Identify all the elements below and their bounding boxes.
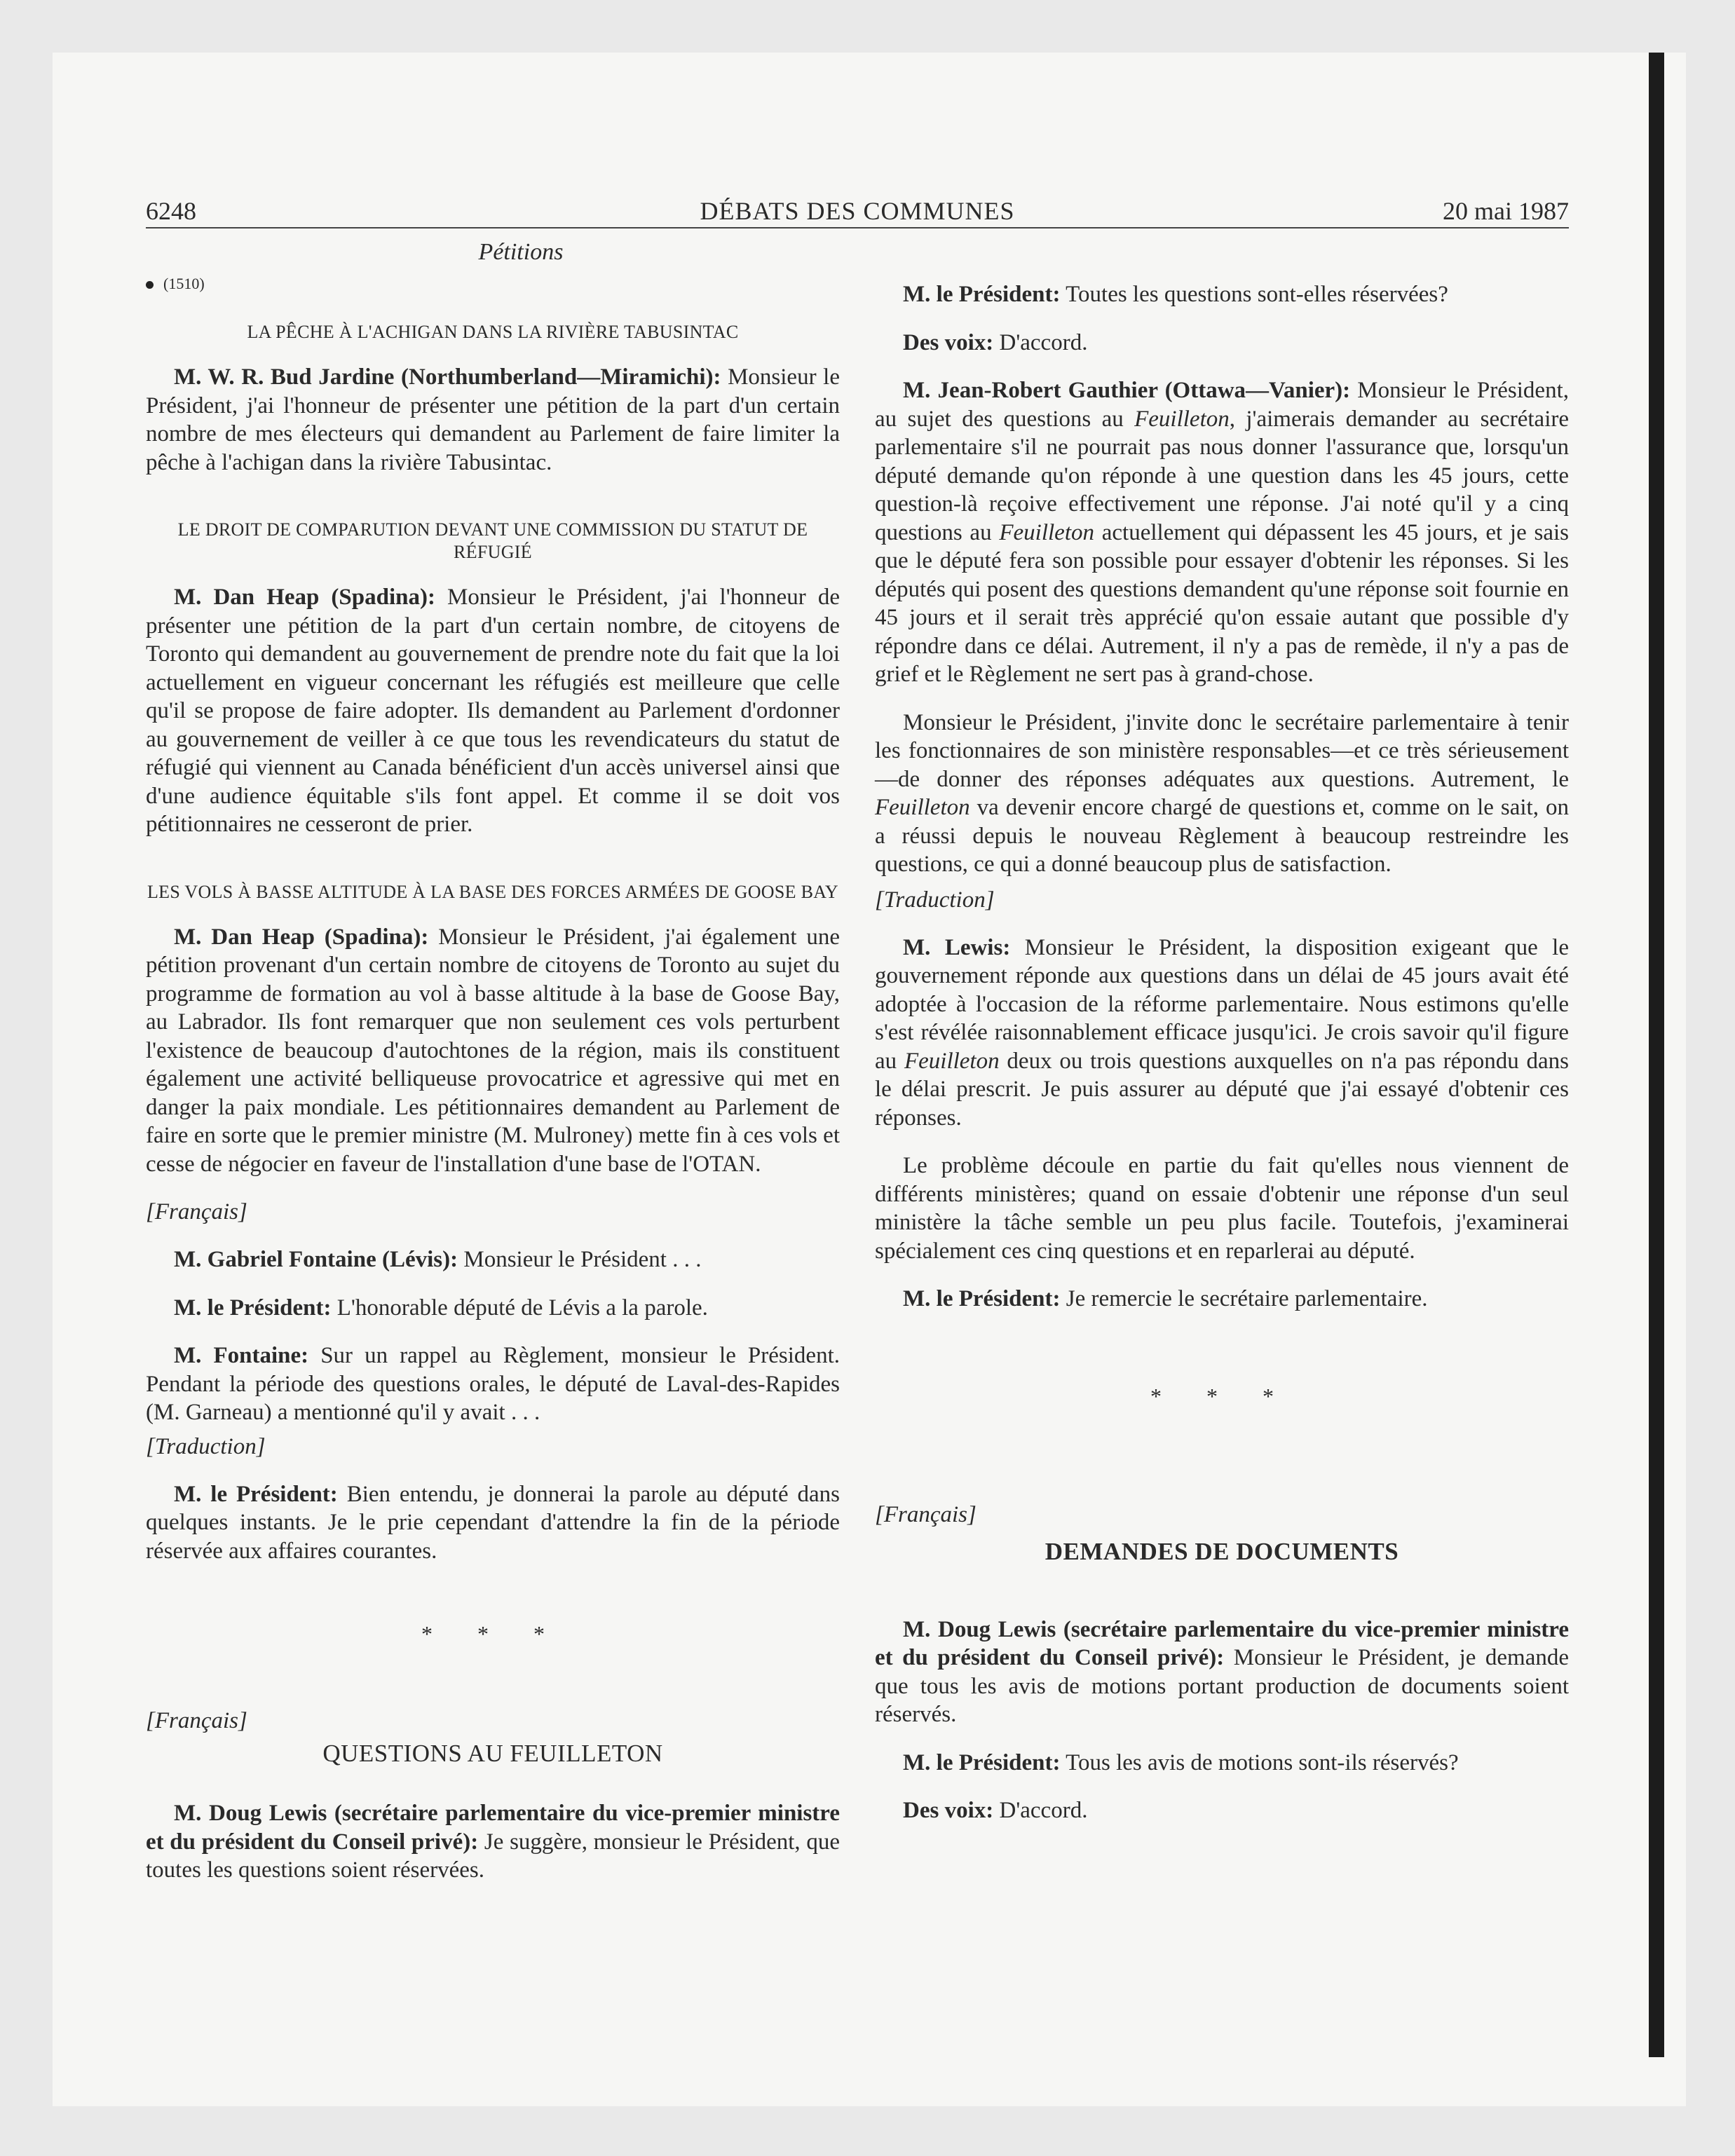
page-date: 20 mai 1987 <box>1443 197 1569 225</box>
subheading-refugie: LE DROIT DE COMPARUTION DEVANT UNE COMMISSION DU STATUT DE RÉFUGIÉ <box>177 519 808 562</box>
language-marker: [Français] <box>875 1501 977 1527</box>
language-marker: [Français] <box>146 1199 247 1224</box>
paragraph: M. Jean-Robert Gauthier (Ottawa—Vanier): Monsieur le Président, au sujet des questions au Feuilleton, j'aimerais demander au secrétaire parlementaire s'il ne pourrait pas nous donner l'assurance que, lorsqu'un député demande qu'on réponde à une question dans les 45 jours, cette question-là reçoive effectivement une réponse. J'ai noté qu'il y a cinq questions au Feuilleton actuellement qui dépassent les 45 jours, et je sais que le député fera son possible pour essayer d'obtenir les réponses. Si les députés qui posent des questions demandent qu'une réponse soit fournie en 45 jours et il serait très apprécié qu'on essaie autant que possible d'y répondre dans ce délai. Autrement, il n'y a pas de remède, il n'y a pas de grief et le Règlement ne sert pas à grand-chose. <box>875 378 1570 687</box>
paragraph: Monsieur le Président, j'invite donc le secrétaire parlementaire à tenir les fonctionnaires de son ministère responsables—et ce très sérieusement—de donner des réponses adéquates aux questions. Autrement, le Feuilleton va devenir encore chargé de questions et, comme on le sait, on a réussi depuis le nouveau Règlement à beaucoup restreindre les questions, ce qui a donné beaucoup plus de satisfaction. <box>875 709 1569 877</box>
language-marker: [Traduction] <box>146 1433 266 1459</box>
paragraph: M. Fontaine: Sur un rappel au Règlement, monsieur le Président. Pendant la période des questions orales, le député de Laval-des-Rapides (M. Garneau) a mentionné qu'il y avait . . . <box>146 1343 840 1425</box>
right-column <box>875 280 1569 1825</box>
speaker: M. Gabriel Fontaine (Lévis): <box>174 1247 458 1272</box>
speaker: M. Dan Heap (Spadina): <box>174 585 435 610</box>
paragraph: M. le Président: Toutes les questions sont-elles réservées? <box>903 282 1448 307</box>
paragraph: M. Gabriel Fontaine (Lévis): Monsieur le Président . . . <box>174 1247 702 1272</box>
speaker: Des voix: <box>903 329 994 355</box>
paragraph: M. Lewis: Monsieur le Président, la disposition exigeant que le gouvernement réponde aux questions dans un délai de 45 jours avait été adoptée à l'occasion de la réforme parlementaire. Nous estimons qu'elle s'est révélée raisonnablement efficace jusqu'ici. Je crois savoir qu'il figure au Feuilleton deux ou trois questions auxquelles on n'a pas répondu dans le délai prescrit. Je puis assurer au député que j'ai essayé d'obtenir ces réponses. <box>875 934 1570 1131</box>
speaker: M. Doug Lewis (secrétaire parlementaire du vice-premier ministre et du président du Conseil privé): <box>146 1801 840 1855</box>
paragraph: M. W. R. Bud Jardine (Northumberland—Miramichi): Monsieur le Président, j'ai l'honneur de présenter une pétition de la part d'un certain nombre de mes électeurs qui demandent au Parlement de faire limiter la pêche à l'achigan dans la rivière Tabusintac. <box>146 364 840 475</box>
paragraph: M. le Président: Je remercie le secrétaire parlementaire. <box>903 1286 1428 1311</box>
speaker: Des voix: <box>903 1798 994 1823</box>
publication-title: DÉBATS DES COMMUNES <box>700 197 1015 225</box>
speaker: M. le Président: <box>903 1749 1061 1775</box>
paragraph: M. Doug Lewis (secrétaire parlementaire du vice-premier ministre et du président du Conseil privé): Je suggère, monsieur le Président, que toutes les questions soient réservées. <box>146 1801 840 1883</box>
language-marker: [Français] <box>146 1708 247 1733</box>
speaker: M. le Président: <box>903 1286 1061 1311</box>
paragraph: Des voix: D'accord. <box>903 329 1088 355</box>
paragraph: Des voix: D'accord. <box>903 1798 1088 1823</box>
paragraph: M. le Président: L'honorable député de Lévis a la parole. <box>174 1295 708 1321</box>
speaker: M. Dan Heap (Spadina): <box>174 924 429 950</box>
rubric-petitions: Pétitions <box>478 239 564 265</box>
subheading-goose-bay: LES VOLS À BASSE ALTITUDE À LA BASE DES FORCES ARMÉES DE GOOSE BAY <box>147 881 839 902</box>
bullet-icon <box>146 281 154 289</box>
timestamp-marker: (1510) <box>146 273 840 294</box>
speaker: M. le Président: <box>174 1295 332 1321</box>
paragraph: M. le Président: Bien entendu, je donnerai la parole au député dans quelques instants. Je le prie cependant d'attendre la fin de la période réservée aux affaires courantes. <box>146 1481 840 1564</box>
speaker: M. Lewis: <box>903 934 1011 960</box>
paragraph: M. Dan Heap (Spadina): Monsieur le Président, j'ai également une pétition provenant d'un certain nombre de citoyens de Toronto au sujet du programme de formation au vol à basse altitude à la base de Goose Bay, au Labrador. Ils font remarquer que non seulement ces vols perturbent l'existence de beaucoup d'autochtones de la région, mais ils constituent également une activité belliqueuse provocatrice et agressive qui met en danger la paix mondiale. Les pétitionnaires demandent au Parlement de faire en sorte que le premier ministre (M. Mulroney) mette fin à ces vols et cesse de négocier en faveur de l'installation d'une base de l'OTAN. <box>146 924 840 1177</box>
paragraph: M. Doug Lewis (secrétaire parlementaire du vice-premier ministre et du président du Conseil privé): Monsieur le Président, je demande que tous les avis de motions portant production de documents soient réservés. <box>875 1616 1569 1727</box>
paragraph: M. le Président: Tous les avis de motions sont-ils réservés? <box>903 1749 1459 1775</box>
page-header <box>146 195 1569 228</box>
scan-edge-bar <box>1649 53 1664 2057</box>
speaker: M. Fontaine: <box>174 1343 309 1368</box>
section-heading: DEMANDES DE DOCUMENTS <box>1045 1537 1399 1565</box>
speaker: M. Jean-Robert Gauthier (Ottawa—Vanier): <box>903 378 1351 403</box>
page-number: 6248 <box>146 197 196 225</box>
section-heading: QUESTIONS AU FEUILLETON <box>322 1740 663 1767</box>
paragraph: Le problème découle en partie du fait qu'elles nous viennent de différents ministères; quand on essaie d'obtenir une réponse d'un seul ministère la tâche semble un peu plus facile. Toutefois, j'examinerai spécialement ces cinq questions et en reparlerai au député. <box>875 1153 1569 1264</box>
paragraph: M. Dan Heap (Spadina): Monsieur le Président, j'ai l'honneur de présenter une pétition de la part d'un certain nombre, de citoyens de Toronto qui demandent au gouvernement de prendre note du fait que la loi actuellement en vigueur concernant les réfugiés est meilleure que celle qu'il se propose de faire adopter. Ils demandent au Parlement d'ordonner au gouvernement de veiller à ce que tous les revendicateurs du statut de réfugié qui viennent au Canada bénéficient d'un accès universel ainsi que d'une audience équitable s'ils font appel. Et comme il se doit vos pétitionnaires ne cesseront de prier. <box>146 585 840 837</box>
subheading-achigan: LA PÊCHE À L'ACHIGAN DANS LA RIVIÈRE TABUSINTAC <box>247 322 739 342</box>
speaker: M. Doug Lewis (secrétaire parlementaire du vice-premier ministre et du président du Conseil privé): <box>875 1616 1569 1670</box>
section-separator: * * * <box>421 1621 564 1646</box>
speaker: M. W. R. Bud Jardine (Northumberland—Miramichi): <box>174 364 721 390</box>
speaker: M. le Président: <box>174 1481 338 1507</box>
section-separator: * * * <box>1150 1383 1293 1409</box>
left-column <box>146 238 840 1885</box>
speaker: M. le Président: <box>903 282 1061 307</box>
language-marker: [Traduction] <box>875 887 995 913</box>
